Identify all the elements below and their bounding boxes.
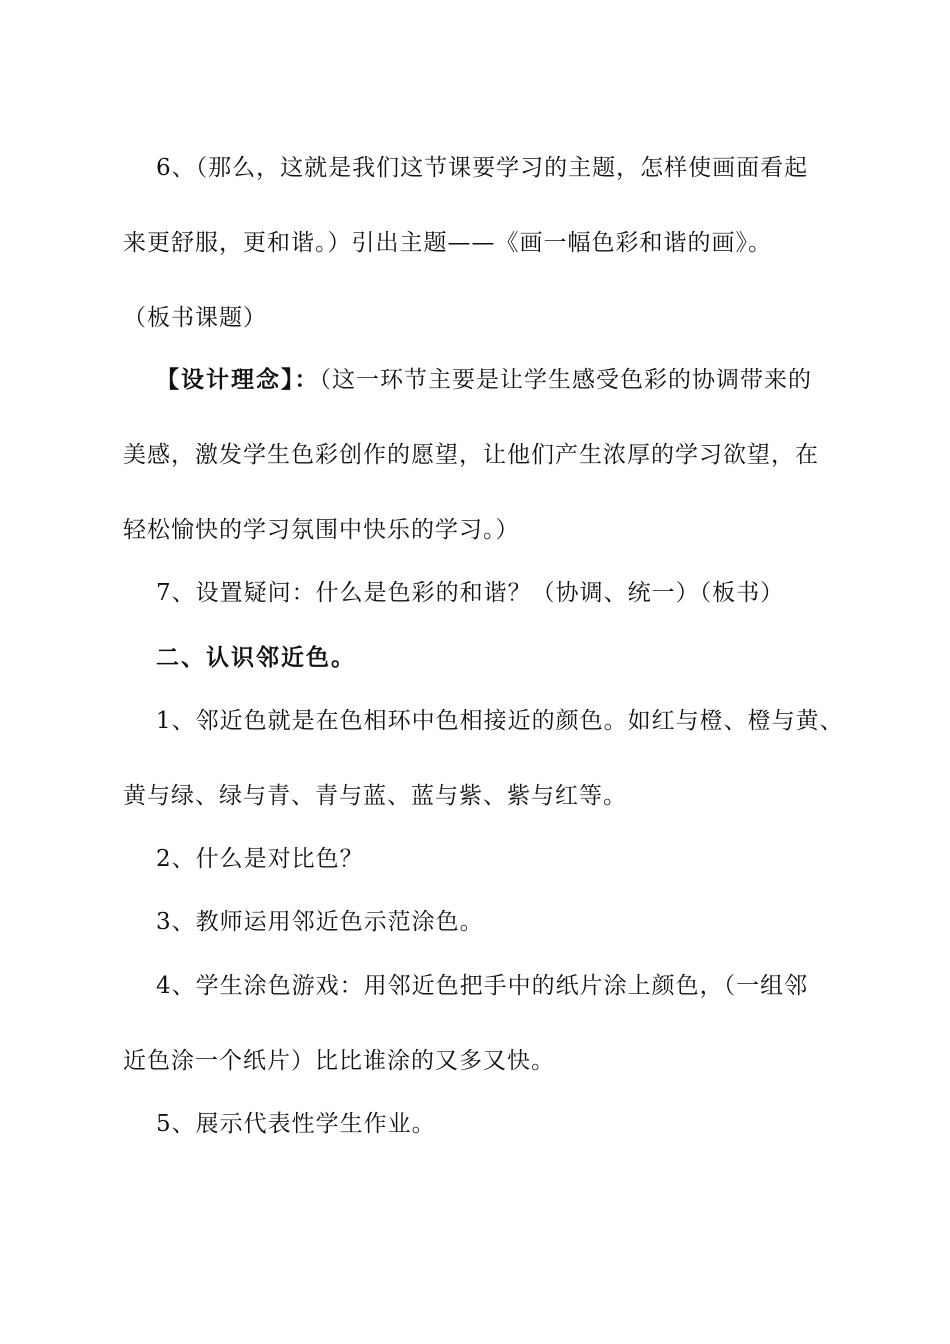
design-concept-text: （这一环节主要是让学生感受色彩的协调带来的: [319, 367, 812, 393]
paragraph-line: 美感，激发学生色彩创作的愿望，让他们产生浓厚的学习欲望，在: [123, 442, 819, 468]
paragraph-line: 5、展示代表性学生作业。: [156, 1111, 436, 1137]
paragraph-line: 6、（那么，这就是我们这节课要学习的主题，怎样使画面看起: [156, 155, 809, 181]
paragraph-line: 2、什么是对比色？: [156, 846, 364, 872]
paragraph-line: 1、邻近色就是在色相环中色相接近的颜色。如红与橙、橙与黄、: [156, 708, 844, 734]
paragraph-line: 7、设置疑问：什么是色彩的和谐？（协调、统一）（板书）: [156, 580, 785, 606]
paragraph-line: 近色涂一个纸片）比比谁涂的又多又快。: [123, 1048, 555, 1074]
paragraph-line: 来更舒服，更和谐。）引出主题——《画一幅色彩和谐的画》。: [123, 230, 772, 256]
paragraph-line: 3、教师运用邻近色示范涂色。: [156, 909, 484, 935]
paragraph-line: 4、学生涂色游戏：用邻近色把手中的纸片涂上颜色，（一组邻: [156, 973, 809, 999]
section-heading: 二、认识邻近色。: [156, 645, 356, 671]
paragraph-line: [156, 365, 812, 395]
paragraph-line: 轻松愉快的学习氛围中快乐的学习。）: [123, 517, 520, 543]
design-concept-label: 【设计理念】：: [156, 367, 320, 393]
paragraph-line: 黄与绿、绿与青、青与蓝、蓝与紫、紫与红等。: [123, 783, 627, 809]
paragraph-line: （板书课题）: [123, 305, 267, 331]
